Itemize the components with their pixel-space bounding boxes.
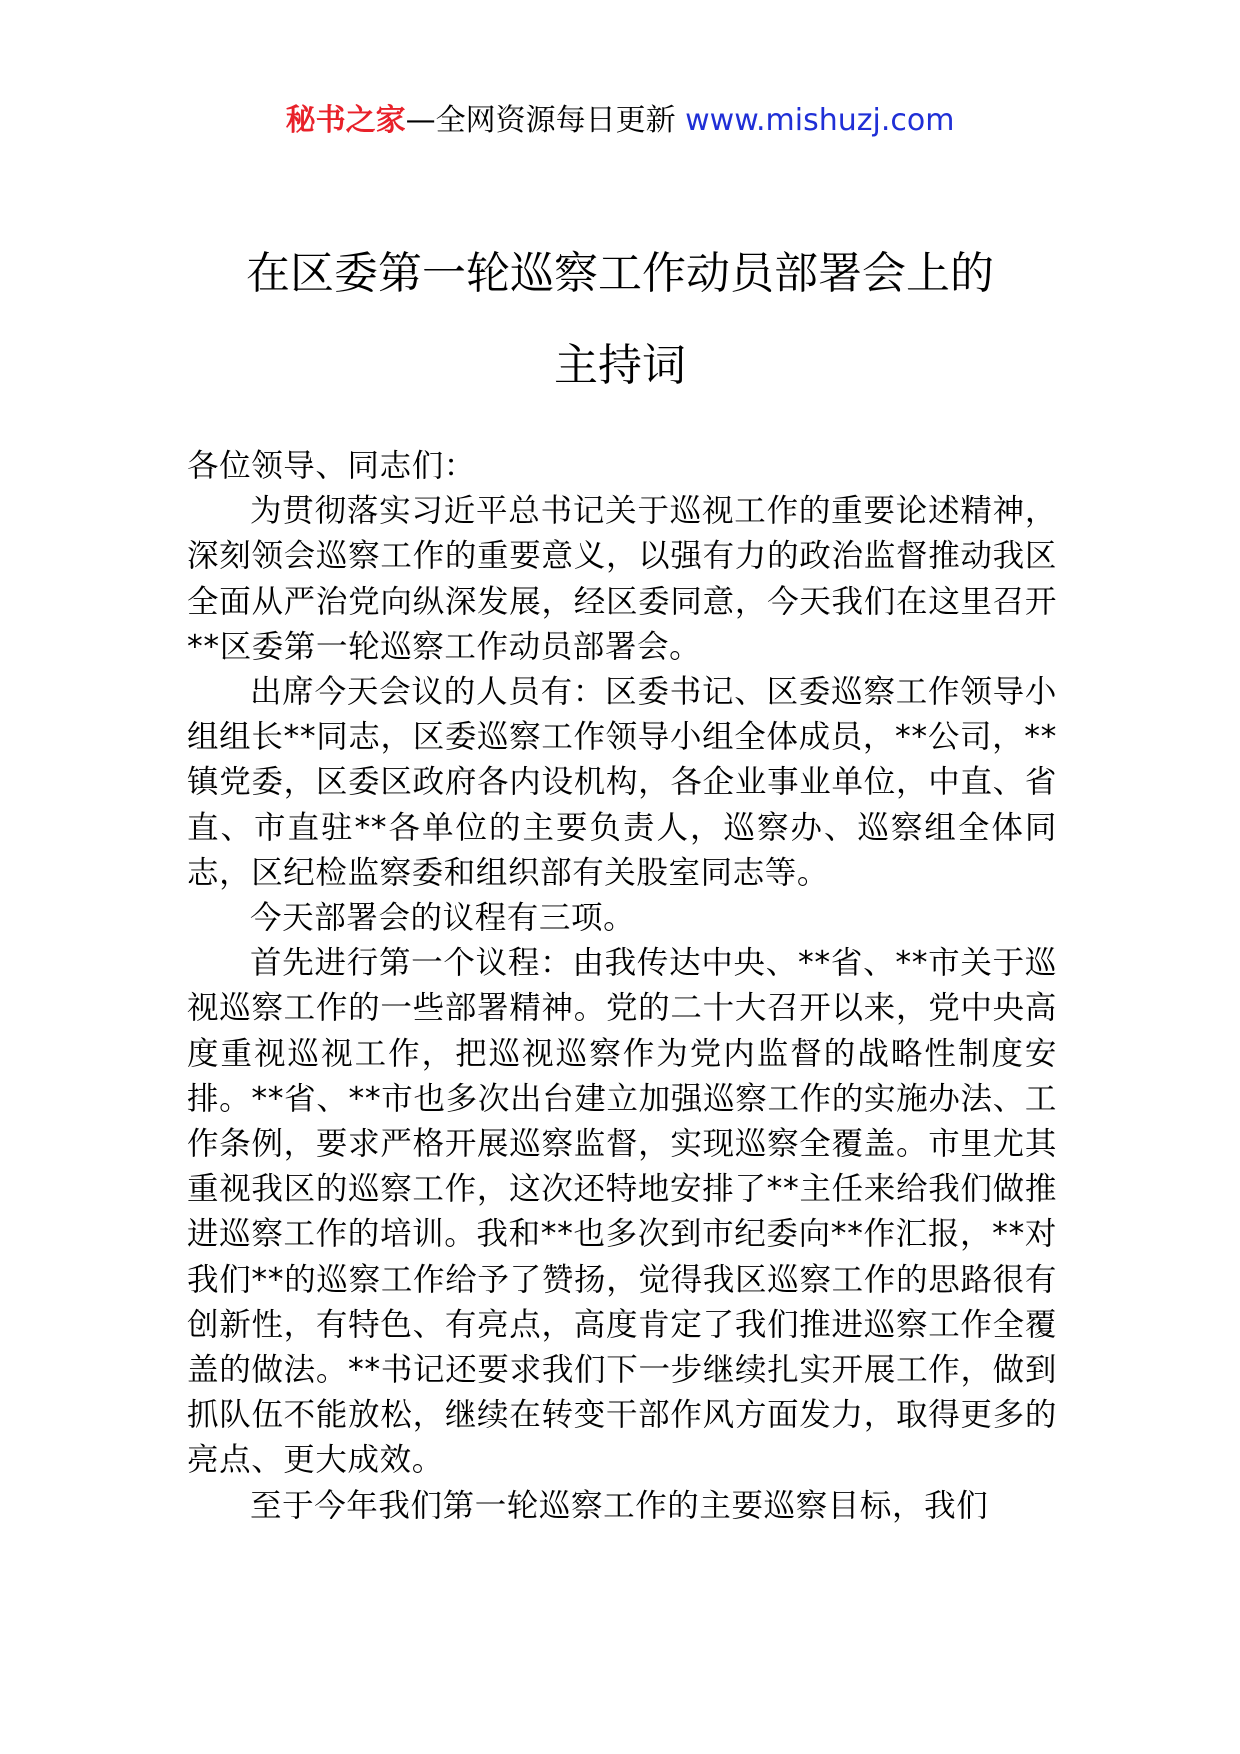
salutation: 各位领导、同志们： <box>187 448 476 484</box>
paragraph-first-agenda: 首先进行第一个议程：由我传达中央、**省、**市关于巡视巡察工作的一些部署精神。党的二十大召开以来，党中央高度重视巡视工作，把巡视巡察作为党内监督的战略性制度安排。**省、**市也多次出台建立加强巡察工作的实施办法、工作条例，要求严格开展巡察监督，实现巡察全覆盖。市里尤其重视我区的巡察工作，这次还特地安排了**主任来给我们做推进巡察工作的培训。我和**也多次到市纪委向**作汇报，**对我们**的巡察工作给予了赞扬，觉得我区巡察工作的思路很有创新性，有特色、有亮点，高度肯定了我们推进巡察工作全覆盖的做法。**书记还要求我们下一步继续扎实开展工作，做到抓队伍不能放松，继续在转变干部作风方面发力，取得更多的亮点、更大成效。 <box>187 945 1057 1479</box>
paragraph-purpose: 为贯彻落实习近平总书记关于巡视工作的重要论述精神，深刻领会巡察工作的重要意义，以强有力的政治监督推动我区全面从严治党向纵深发展，经区委同意，今天我们在这里召开**区委第一轮巡察工作动员部署会。 <box>187 493 1057 665</box>
website-link[interactable]: www.mishuzj.com <box>685 103 955 138</box>
paragraph-attendees: 出席今天会议的人员有：区委书记、区委巡察工作领导小组组长**同志，区委巡察工作领导小组全体成员，**公司，**镇党委，区委区政府各内设机构，各企业事业单位，中直、省直、市直驻**各单位的主要负责人，巡察办、巡察组全体同志，区纪检监察委和组织部有关股室同志等。 <box>187 674 1057 891</box>
paragraph-goals: 至于今年我们第一轮巡察工作的主要巡察目标，我们 <box>250 1487 989 1524</box>
header-tagline: —全网资源每日更新 <box>405 103 676 138</box>
paragraph-agenda: 今天部署会的议程有三项。 <box>250 900 636 937</box>
document-body <box>187 444 1057 1529</box>
title-line-1: 在区委第一轮巡察工作动员部署会上的 <box>246 248 994 299</box>
title-line-2: 主持词 <box>554 340 686 391</box>
brand-name: 秘书之家 <box>285 103 406 138</box>
header-banner <box>0 100 1240 142</box>
document-title <box>0 228 1240 412</box>
